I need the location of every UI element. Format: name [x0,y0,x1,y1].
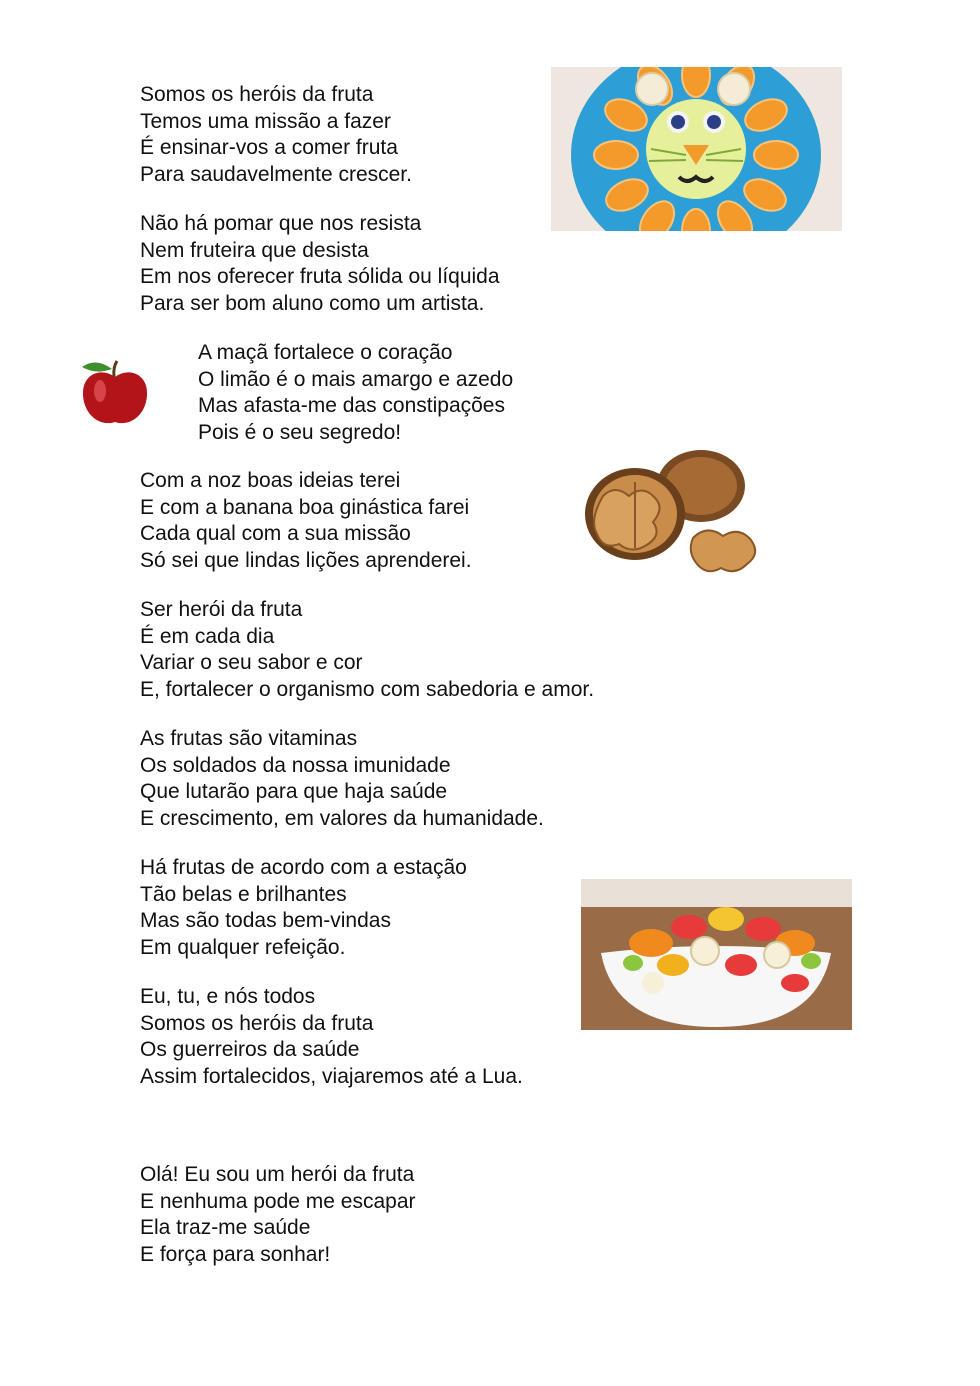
poem-line: Mas são todas bem-vindas [140,909,391,933]
poem-line: É ensinar-vos a comer fruta [140,136,398,160]
poem-line: Mas afasta-me das constipações [198,394,505,418]
poem-line: Em nos oferecer fruta sólida ou líquida [140,265,500,289]
poem-line: Para saudavelmente crescer. [140,162,412,186]
stanza-1 [140,82,412,188]
poem-line: Os soldados da nossa imunidade [140,753,451,777]
poem-line: Eu, tu, e nós todos [140,985,316,1008]
poem-line: A maçã fortalece o coração [198,341,453,364]
poem-line: Tão belas e brilhantes [140,882,347,906]
poem-line: Não há pomar que nos resista [140,212,422,235]
poem-line: Há frutas de acordo com a estação [140,856,467,879]
walnuts-image [583,446,779,580]
poem-line: Com a noz boas ideias terei [140,469,401,492]
poem-line: Cada qual com a sua missão [140,522,411,546]
poem-line: Temos uma missão a fazer [140,109,391,133]
fruit-salad-bowl-icon [581,879,852,1030]
poem-line: Só sei que lindas lições aprenderei. [140,548,472,572]
poem-line: As frutas são vitaminas [140,727,358,750]
poem-line: Em qualquer refeição. [140,935,346,959]
stanza-3 [198,340,513,446]
poem-line: Nem fruteira que desista [140,238,369,262]
stanza-5 [140,597,594,703]
apple-image [78,355,152,429]
red-apple-icon [78,355,152,429]
poem-line: Para ser bom aluno como um artista. [140,291,485,315]
poem-line: Somos os heróis da fruta [140,83,374,106]
stanza-9 [140,1162,416,1268]
stanza-2 [140,211,500,317]
poem-line: Os guerreiros da saúde [140,1038,360,1062]
poem-line: Pois é o seu segredo! [198,420,402,444]
poem-line: Ser herói da fruta [140,598,303,621]
stanza-4 [140,468,472,574]
poem-line: Variar o seu sabor e cor [140,651,363,675]
poem-line: E nenhuma pode me escapar [140,1189,416,1213]
poem-line: E, fortalecer o organismo com sabedoria e amor. [140,677,595,701]
poem-line: Olá! Eu sou um herói da fruta [140,1163,415,1186]
poem-line: Ela traz-me saúde [140,1216,311,1240]
poem-line: É em cada dia [140,624,275,648]
poem-line: O limão é o mais amargo e azedo [198,367,514,391]
poem-line: Assim fortalecidos, viajaremos até a Lua. [140,1064,523,1088]
poem-line: Somos os heróis da fruta [140,1011,374,1035]
stanza-8 [140,984,523,1090]
stanza-6 [140,726,544,832]
poem-line: E crescimento, em valores da humanidade. [140,806,544,830]
poem-line: E força para sonhar! [140,1242,331,1266]
fruit-salad-image [581,879,852,1030]
poem-line: E com a banana boa ginástica farei [140,495,470,519]
walnuts-icon [583,446,779,580]
stanza-7 [140,855,467,961]
fruit-lion-plate-icon [551,67,842,231]
poem-line: Que lutarão para que haja saúde [140,780,448,804]
fruit-lion-plate-image [551,67,842,231]
